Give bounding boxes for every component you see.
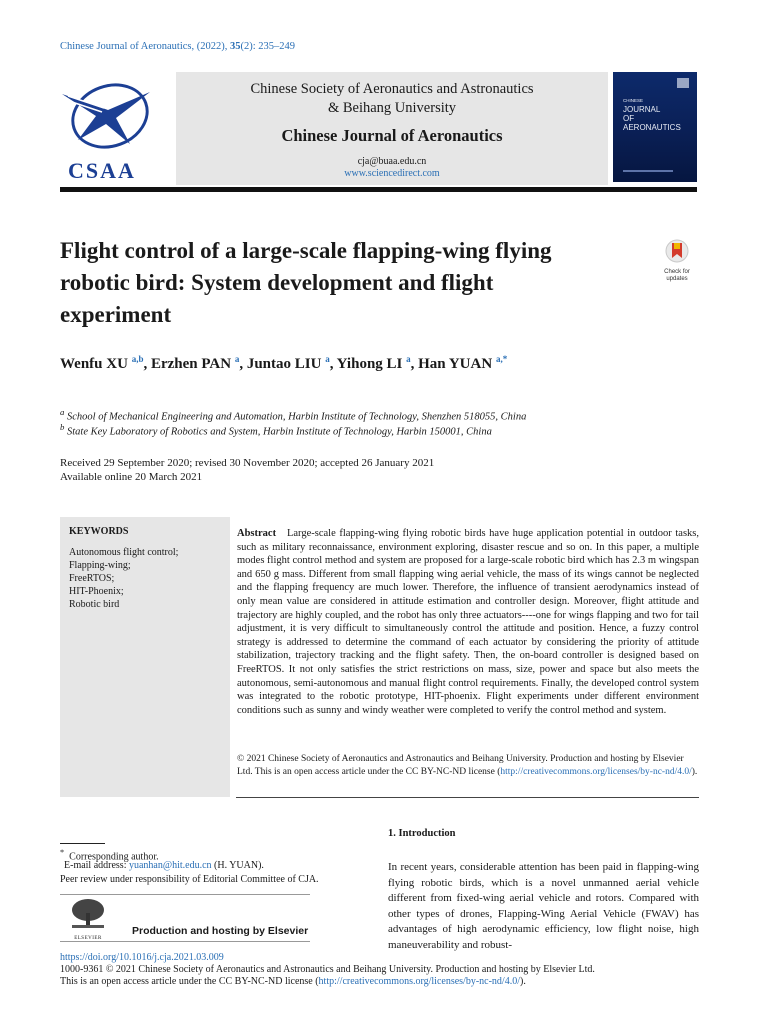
doi-link[interactable]: https://doi.org/10.1016/j.cja.2021.03.009 [60, 952, 224, 963]
society-name [176, 80, 608, 118]
author[interactable] [60, 356, 151, 372]
society-line-1: Chinese Society of Aeronautics and Astronautics [250, 81, 534, 97]
cover-line-4: AERONAUTICS [623, 123, 681, 132]
issn-copyright-line: 1000-9361 © 2021 Chinese Society of Aeronautics and Astronautics and Beihang University. Production and hosting by Elsevier Ltd. [60, 964, 595, 975]
check-for-updates-badge[interactable] [657, 238, 697, 280]
abstract-copyright [237, 753, 699, 779]
author-separator: , [239, 356, 247, 372]
keyword-item: HIT-Phoenix; [69, 586, 124, 597]
title-line-1: Flight control of a large-scale flapping-wing flying [60, 238, 552, 263]
elsevier-tree-icon [66, 897, 110, 931]
introduction-heading: 1. Introduction [388, 828, 456, 839]
citation-issue-pages: (2): 235–249 [240, 41, 296, 52]
author[interactable] [418, 356, 507, 372]
citation-journal: Chinese Journal of Aeronautics, (2022), [60, 41, 231, 52]
journal-email[interactable]: cja@buaa.edu.cn [357, 156, 427, 167]
elsevier-production-text: Production and hosting by Elsevier [132, 925, 309, 937]
author-affiliation-mark[interactable]: a [325, 354, 330, 364]
keywords-heading: KEYWORDS [69, 526, 129, 537]
society-line-2: & Beihang University [327, 100, 457, 116]
article-title [60, 235, 620, 331]
author-affiliation-mark[interactable]: a,b [131, 354, 144, 364]
abstract-label: Abstract [237, 528, 277, 539]
keyword-item: FreeRTOS; [69, 573, 115, 584]
keyword-item: Autonomous flight control; [69, 547, 179, 558]
cover-title [623, 96, 681, 132]
author[interactable] [337, 356, 418, 372]
keyword-item: Robotic bird [69, 599, 120, 610]
cover-line-2: JOURNAL [623, 105, 661, 114]
license-link[interactable]: http://creativecommons.org/licenses/by-nc-nd/4.0/ [500, 767, 692, 777]
copyright-close: ). [691, 767, 698, 777]
affiliation-text: State Key Laboratory of Robotics and System, Harbin Institute of Technology, Harbin 150001, China [64, 426, 492, 438]
affiliation-a [60, 407, 526, 423]
author-name: Wenfu XU [60, 356, 132, 372]
author-email-note [60, 859, 264, 873]
footnote-rule [60, 843, 105, 844]
badge-line-1: Check for [664, 269, 690, 275]
bottom-license-link[interactable]: http://creativecommons.org/licenses/by-nc-nd/4.0/ [318, 976, 520, 987]
elsevier-logo-text: ELSEVIER [74, 936, 102, 941]
header-rule [60, 187, 697, 192]
journal-cover-image [613, 72, 697, 182]
title-line-3: experiment [60, 302, 172, 327]
author-list [60, 354, 507, 373]
open-access-close: ). [519, 976, 526, 987]
journal-contact [176, 156, 608, 180]
author-affiliation-mark[interactable]: a [234, 354, 240, 364]
corresponding-text: Corresponding author. [69, 851, 159, 863]
author-name: Juntao LIU [246, 356, 326, 372]
affiliation-text: School of Mechanical Engineering and Automation, Harbin Institute of Technology, Shenzhen 518055, China [64, 411, 527, 423]
open-access-line [60, 976, 526, 988]
peer-review-note: Peer review under responsibility of Editorial Committee of CJA. [60, 874, 319, 885]
affiliation-mark: b [60, 422, 65, 432]
abstract [237, 527, 699, 717]
author-name: Yihong LI [336, 356, 407, 372]
citation-line[interactable] [60, 41, 295, 52]
open-access-text: This is an open access article under the CC BY-NC-ND license ( [60, 976, 319, 987]
author-affiliation-mark[interactable]: a [406, 354, 411, 364]
author-name: Erzhen PAN [150, 356, 235, 372]
footnote-star: * [60, 848, 65, 857]
author-affiliation-mark[interactable]: a,* [495, 354, 508, 364]
author-email-link[interactable]: yuanhan@hit.edu.cn [128, 860, 212, 871]
csaa-logo [58, 74, 158, 184]
author[interactable] [151, 356, 247, 372]
available-online-date: Available online 20 March 2021 [60, 471, 203, 483]
citation-volume: 35 [230, 41, 241, 52]
email-label: E-mail address: [64, 860, 129, 871]
abstract-text: Large-scale flapping-wing flying robotic birds have huge application potential in outdoor tasks, such as military reconnaissance, environment exploring, disaster rescue and so on. In this paper, a multiple modes flight control method and system are proposed for a large-scale robotic bird which has 2.3 m wingspan and 650 g mass. Different from small flapping wing aerial vehicle, the mass of its wings cannot be neglected and the flapping frequency are much lower. Therefore, the influence of transient aerodynamics instead of only mean value are considered in attitude estimation and controller design. Moreover, flight attitude and trajectory are highly coupled, and the robot has only three actuators----one for wings flapping and two for tail adjustment, it is very difficult to simultaneously control the attitude and position. Hence, a fuzzy control strategy is addressed to determine the command of each actuator by considering the priority of attitude stabilization, trajectory tracking and the flight safety. Then, the on-board controller is designed based on FreeRTOS. It not only satisfies the strict restrictions on mass, size, power and space but also meets the autonomous, semi-autonomous and manual flight control requirements. Finally, the developed control system was integrated to the robotic prototype, HIT-phoenix. Flight experiments under different environment conditions such as sunny and windy weather were completed to verify the control method and system. [237, 528, 699, 716]
title-line-2: robotic bird: System development and flight [60, 270, 494, 295]
journal-website-link[interactable]: www.sciencedirect.com [344, 168, 440, 179]
cover-line-1: CHINESE [623, 98, 644, 103]
cover-line-3: OF [623, 114, 635, 123]
email-author-name: (H. YUAN). [211, 860, 264, 871]
affiliation-mark: a [60, 407, 65, 417]
logo-text: CSAA [68, 158, 136, 183]
introduction-text: In recent years, considerable attention has been paid in flapping-wing flying robotic birds, which is a novel unmanned aerial vehicle different from fixed-wing aerial vehicle and rotors. Compared with other types of drones, Flapping-Wing Aerial Vehicle (FWAV) has advantages of high aerodynamic efficiency, low flight noise, high maneuverability and robust- [388, 861, 699, 951]
badge-line-2: updates [666, 276, 688, 282]
author-separator: , [143, 356, 151, 372]
affiliation-b [60, 422, 492, 438]
keywords-list [69, 546, 178, 611]
author-separator: , [410, 356, 419, 372]
abstract-bottom-rule [236, 797, 699, 798]
received-dates: Received 29 September 2020; revised 30 November 2020; accepted 26 January 2021 [60, 457, 435, 469]
keyword-item: Flapping-wing; [69, 560, 131, 571]
author-name: Han YUAN [418, 356, 496, 372]
copyright-text: © 2021 Chinese Society of Aeronautics and Astronautics and Beihang University. Production and hosting by Elsevier Ltd. This is an open access article under the CC BY-NC-ND license ( [237, 754, 684, 777]
cover-crest-icon [677, 78, 689, 88]
author-separator: , [329, 356, 337, 372]
author[interactable] [247, 356, 337, 372]
update-bookmark-icon [657, 238, 697, 264]
journal-title: Chinese Journal of Aeronautics [281, 126, 503, 145]
cover-small-text-bar [623, 170, 673, 172]
elsevier-logo [66, 897, 110, 939]
